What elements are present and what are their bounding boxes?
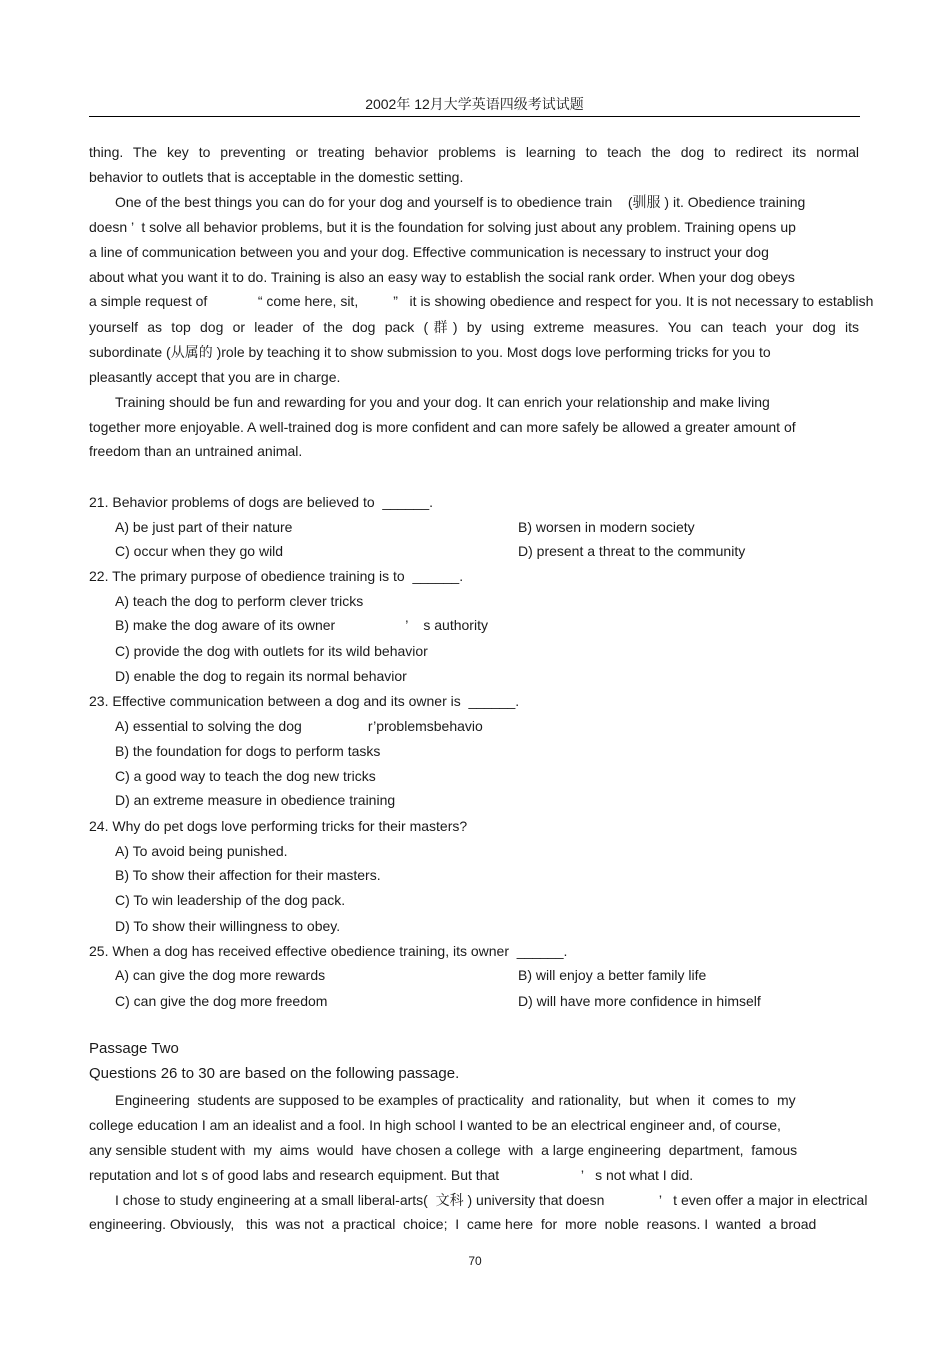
- question-23-stem: 23. Effective communication between a dog and its owner is ______.: [89, 693, 520, 709]
- question-23-option-c: C) a good way to teach the dog new tricks: [115, 768, 376, 784]
- passage-line: thing. The key to preventing or treating behavior problems is learning to teach the dog to redirect its normal: [89, 144, 859, 160]
- question-24-option-c: C) To win leadership of the dog pack.: [115, 892, 346, 908]
- question-22-option-a: A) teach the dog to perform clever tricks: [115, 593, 364, 609]
- passage-line: behavior to outlets that is acceptable in the domestic setting.: [89, 169, 464, 185]
- passage-line: Training should be fun and rewarding for you and your dog. It can enrich your relationship and make living: [115, 394, 770, 410]
- passage-line: yourself as top dog or leader of the dog pack (群) by using extreme measures. You can teach your dog its: [89, 319, 859, 335]
- question-22-option-c: C) provide the dog with outlets for its wild behavior: [115, 643, 428, 659]
- page-number: 70: [468, 1254, 482, 1268]
- question-25-stem: 25. When a dog has received effective obedience training, its owner ______.: [89, 943, 568, 959]
- passage-line: subordinate (从属的 )role by teaching it to show submission to you. Most dogs love performing tricks for you to: [89, 344, 771, 360]
- passage-line: engineering. Obviously, this was not a practical choice; I came here for more noble reasons. I wanted a broad: [89, 1216, 817, 1232]
- question-22-option-b: B) make the dog aware of its owner ’ s authority: [115, 617, 488, 633]
- question-25-option-c: C) can give the dog more freedom: [115, 993, 328, 1009]
- passage-line: college education I am an idealist and a fool. In high school I wanted to be an electrical engineer and, of course,: [89, 1117, 781, 1133]
- question-23-option-b: B) the foundation for dogs to perform tasks: [115, 743, 381, 759]
- question-23-option-d: D) an extreme measure in obedience training: [115, 792, 396, 808]
- question-24-option-a: A) To avoid being punished.: [115, 843, 288, 859]
- passage-line: reputation and lot s of good labs and research equipment. But that ’ s not what I did.: [89, 1167, 694, 1183]
- passage-line: together more enjoyable. A well-trained dog is more confident and can more safely be allowed a greater amount of: [89, 419, 796, 435]
- passage-line: doesn ’ t solve all behavior problems, but it is the foundation for solving just about any problem. Training opens up: [89, 219, 796, 235]
- question-25-option-d: D) will have more confidence in himself: [518, 993, 761, 1009]
- question-24-stem: 24. Why do pet dogs love performing tricks for their masters?: [89, 818, 468, 834]
- question-21-option-a: A) be just part of their nature: [115, 519, 293, 535]
- question-21-option-c: C) occur when they go wild: [115, 543, 284, 559]
- question-24-option-b: B) To show their affection for their masters.: [115, 867, 381, 883]
- question-21-stem: 21. Behavior problems of dogs are believed to ______.: [89, 494, 434, 510]
- passage-line: One of the best things you can do for your dog and yourself is to obedience train (驯服 ) it. Obedience training: [115, 194, 806, 210]
- passage-line: Engineering students are supposed to be examples of practicality and rationality, but when it comes to my: [115, 1092, 796, 1108]
- question-23-option-a: A) essential to solving the dog r’problemsbehavio: [115, 718, 483, 734]
- question-25-option-a: A) can give the dog more rewards: [115, 967, 326, 983]
- passage-line: a line of communication between you and your dog. Effective communication is necessary to instruct your dog: [89, 244, 769, 260]
- passage-line: I chose to study engineering at a small liberal-arts( 文科 ) university that doesn ’ t even offer a major in electrical: [115, 1192, 868, 1208]
- passage-two-title: Passage Two: [89, 1040, 179, 1057]
- passage-line: any sensible student with my aims would have chosen a college with a large engineering department, famous: [89, 1142, 798, 1158]
- passage-line: a simple request of “ come here, sit, ” it is showing obedience and respect for you. It is not necessary to establish: [89, 293, 874, 309]
- question-25-option-b: B) will enjoy a better family life: [518, 967, 707, 983]
- header-rule: [89, 116, 860, 117]
- passage-two-instruction: Questions 26 to 30 are based on the following passage.: [89, 1065, 460, 1082]
- passage-line: freedom than an untrained animal.: [89, 443, 303, 459]
- question-22-option-d: D) enable the dog to regain its normal behavior: [115, 668, 407, 684]
- question-24-option-d: D) To show their willingness to obey.: [115, 918, 341, 934]
- question-21-option-b: B) worsen in modern society: [518, 519, 695, 535]
- question-22-stem: 22. The primary purpose of obedience training is to ______.: [89, 568, 464, 584]
- page-header-title: 2002年 12月大学英语四级考试试题: [365, 96, 584, 112]
- passage-line: about what you want it to do. Training is also an easy way to establish the social rank order. When your dog obeys: [89, 269, 795, 285]
- passage-line: pleasantly accept that you are in charge.: [89, 369, 341, 385]
- question-21-option-d: D) present a threat to the community: [518, 543, 746, 559]
